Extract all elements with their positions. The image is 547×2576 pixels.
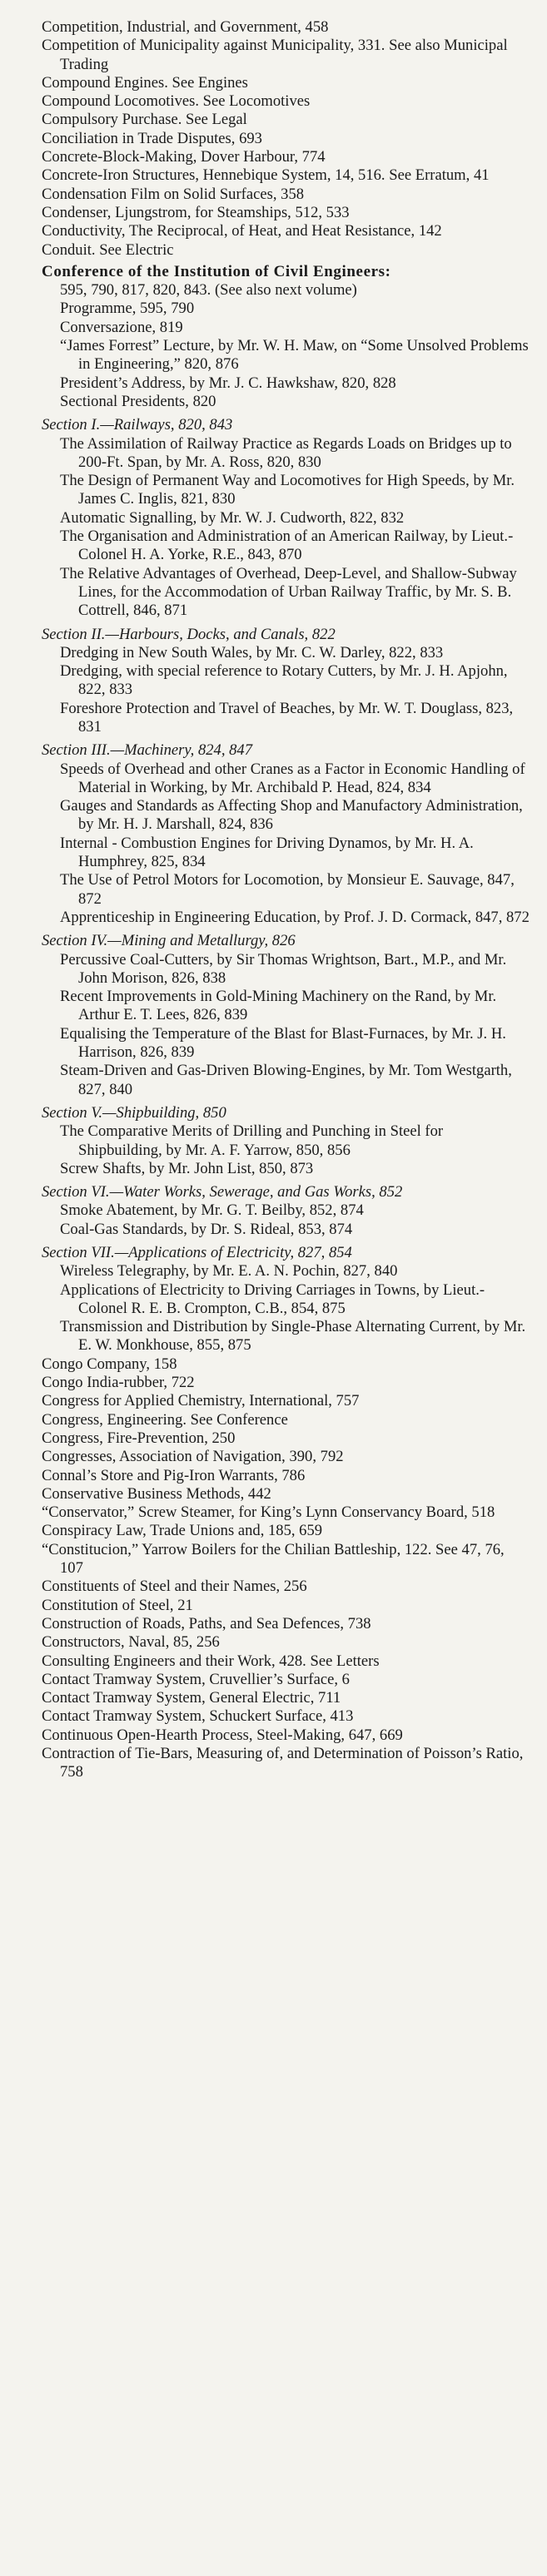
section-paper: Screw Shafts, by Mr. John List, 850, 873 [60,1159,314,1177]
index-entry: Congo Company, 158 [42,1355,177,1373]
conference-item: Programme, 595, 790 [60,300,195,318]
index-entry: Consulting Engineers and their Work, 428. See Letters [42,1652,380,1670]
conference-item: President’s Address, by Mr. J. C. Hawkshaw, 820, 828 [60,374,396,392]
index-entry: Constituents of Steel and their Names, 256 [42,1578,307,1596]
index-entry: Constitution of Steel, 21 [42,1596,193,1614]
section-paper: Automatic Signalling, by Mr. W. J. Cudworth, 822, 832 [60,508,405,527]
section-paper: The Comparative Merits of Drilling and Punching in Steel for Shipbuilding, by Mr. A. F. Yarrow, 850, 856 [60,1122,444,1159]
section-paper: The Relative Advantages of Overhead, Deep-Level, and Shallow-Subway Lines, for the Accommodation of Urban Railway Traffic, by Mr. S. B. Cottrell, 846, 871 [60,564,517,620]
section-paper: Dredging in New South Wales, by Mr. C. W. Darley, 822, 833 [60,643,444,661]
index-entry: Conspiracy Law, Trade Unions and, 185, 659 [42,1522,323,1540]
index-entry: Conservative Business Methods, 442 [42,1484,271,1503]
index-entry: Conduit. See Electric [42,240,174,259]
index-entry: Congress, Engineering. See Conference [42,1410,288,1429]
index-entry: Competition of Municipality against Municipality, 331. See also Municipal Trading [42,37,508,73]
section-paper: Gauges and Standards as Affecting Shop and Manufactory Administration, by Mr. H. J. Marshall, 824, 836 [60,797,523,834]
conference-item: “James Forrest” Lecture, by Mr. W. H. Maw, on “Some Unsolved Problems in Engineering,” 820, 876 [60,337,529,374]
section-paper: Dredging, with special reference to Rotary Cutters, by Mr. J. H. Apjohn, 822, 833 [60,662,508,699]
index-entry: Congo India-rubber, 722 [42,1374,195,1392]
section-paper: Applications of Electricity to Driving Carriages in Towns, by Lieut.-Colonel R. E. B. Crompton, C.B., 854, 875 [60,1281,485,1317]
section-paper: The Use of Petrol Motors for Locomotion, by Monsieur E. Sauvage, 847, 872 [60,871,515,908]
index-entry: Condensation Film on Solid Surfaces, 358 [42,185,305,203]
index-entry: Condenser, Ljungstrom, for Steamships, 512, 533 [42,203,350,221]
section-paper: Internal - Combustion Engines for Driving Dynamos, by Mr. H. A. Humphrey, 825, 834 [60,834,474,871]
index-entry: Compound Locomotives. See Locomotives [42,92,311,111]
conference-heading: Conference of the Institution of Civil Engineers: [42,262,391,280]
index-entry: Connal’s Store and Pig-Iron Warrants, 786 [42,1466,306,1484]
entry-list-bottom [42,1355,530,1782]
section-title: Section VI.—Water Works, Sewerage, and Gas Works, 852 [42,1183,403,1201]
section-paper: Apprenticeship in Engineering Education, by Prof. J. D. Cormack, 847, 872 [60,908,530,926]
index-entry: Contact Tramway System, Schuckert Surface, 413 [42,1707,354,1726]
index-entry: Contact Tramway System, Cruvellier’s Surface, 6 [42,1670,350,1688]
section-paper: Speeds of Overhead and other Cranes as a Factor in Economic Handling of Material in Working, by Mr. Archibald P. Head, 824, 834 [60,760,525,796]
section-paper: The Design of Permanent Way and Locomotives for High Speeds, by Mr. James C. Inglis, 821, 830 [60,472,515,508]
section-title: Section IV.—Mining and Metallurgy, 826 [42,932,296,950]
section-paper: Wireless Telegraphy, by Mr. E. A. N. Pochin, 827, 840 [60,1262,398,1281]
conference-refs: 595, 790, 817, 820, 843. (See also next volume) [60,281,357,300]
section-title: Section III.—Machinery, 824, 847 [42,741,253,760]
conference-block [42,263,530,1355]
section-title: Section I.—Railways, 820, 843 [42,416,233,434]
index-entry: Concrete-Iron Structures, Hennebique System, 14, 516. See Erratum, 41 [42,166,490,185]
section-paper: Steam-Driven and Gas-Driven Blowing-Engines, by Mr. Tom Westgarth, 827, 840 [60,1062,512,1098]
section-paper: Equalising the Temperature of the Blast for Blast-Furnaces, by Mr. J. H. Harrison, 826, 839 [60,1024,506,1062]
index-entry: Congress for Applied Chemistry, International, 757 [42,1392,360,1410]
index-entry: Concrete-Block-Making, Dover Harbour, 774 [42,148,326,166]
entry-list-top [42,18,530,260]
index-entry: Competition, Industrial, and Government, 458 [42,18,329,36]
conference-item: Conversazione, 819 [60,318,183,336]
section-title: Section V.—Shipbuilding, 850 [42,1103,226,1122]
section-paper: Recent Improvements in Gold-Mining Machinery on the Rand, by Mr. Arthur E. T. Lees, 826, 839 [60,988,497,1024]
index-entry: Congress, Fire-Prevention, 250 [42,1429,236,1447]
section-title: Section VII.—Applications of Electricity, 827, 854 [42,1244,352,1261]
index-entry: “Conservator,” Screw Steamer, for King’s Lynn Conservancy Board, 518 [42,1503,495,1522]
index-entry: Construction of Roads, Paths, and Sea Defences, 738 [42,1614,371,1632]
section-paper: Transmission and Distribution by Single-Phase Alternating Current, by Mr. E. W. Monkhouse, 855, 875 [60,1318,526,1355]
section-paper: Coal-Gas Standards, by Dr. S. Rideal, 853, 874 [60,1220,353,1238]
index-entry: Compulsory Purchase. See Legal [42,111,247,129]
index-entry: Congresses, Association of Navigation, 390, 792 [42,1448,344,1466]
section-paper: The Assimilation of Railway Practice as Regards Loads on Bridges up to 200-Ft. Span, by Mr. A. Ross, 820, 830 [60,434,512,471]
index-entry: “Constitucion,” Yarrow Boilers for the Chilian Battleship, 122. See 47, 76, 107 [42,1540,505,1578]
index-entry: Continuous Open-Hearth Process, Steel-Making, 647, 669 [42,1726,403,1744]
index-entry: Contact Tramway System, General Electric, 711 [42,1689,341,1707]
index-entry: Contraction of Tie-Bars, Measuring of, and Determination of Poisson’s Ratio, 758 [42,1745,524,1781]
index-entry: Compound Engines. See Engines [42,73,248,92]
conference-item: Sectional Presidents, 820 [60,392,216,410]
section-paper: Percussive Coal-Cutters, by Sir Thomas Wrightson, Bart., M.P., and Mr. John Morison, 826, 838 [60,950,507,987]
section-paper: Smoke Abatement, by Mr. G. T. Beilby, 852, 874 [60,1201,364,1220]
section-paper: The Organisation and Administration of an American Railway, by Lieut.-Colonel H. A. Yorke, R.E., 843, 870 [60,528,514,564]
index-entry: Conciliation in Trade Disputes, 693 [42,129,262,147]
index-entry: Constructors, Naval, 85, 256 [42,1633,220,1652]
section-title: Section II.—Harbours, Docks, and Canals, 822 [42,625,336,643]
index-entry: Conductivity, The Reciprocal, of Heat, and Heat Resistance, 142 [42,222,442,240]
section-paper: Foreshore Protection and Travel of Beaches, by Mr. W. T. Douglass, 823, 831 [60,699,514,736]
